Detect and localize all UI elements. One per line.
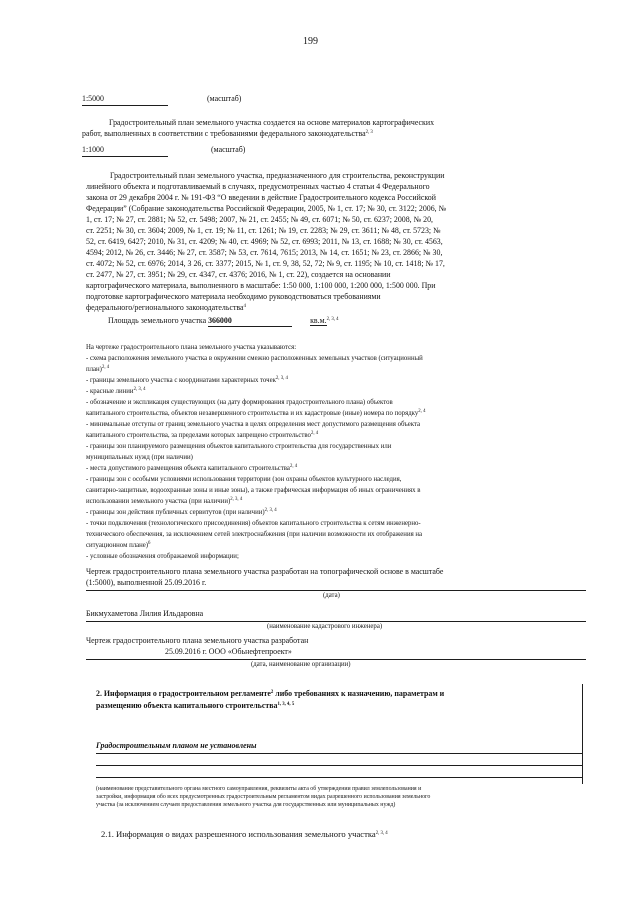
scale-2-label: (масштаб)	[211, 145, 246, 154]
engineer-caption: (наименование кадастрового инженера)	[267, 623, 383, 630]
list-line: - места допустимого размещения объекта капитального строительства$^{2, 4}$	[86, 464, 298, 472]
list-line: капитального строительства, за пределами которых запрещено строительство$^{2, 4}$	[86, 431, 319, 439]
list-line: - границы земельного участка с координатами характерных точек$^{2, 3, 4}$	[86, 376, 288, 384]
para-2-line: Федерации” (Собрание законодательства Российской Федерации, 2005, № 1, ст. 17; № 30, ст. 3122; 2006, №	[86, 204, 447, 213]
list-line: - границы зон действия публичных сервитутов (при наличии)$^{2, 3, 4}$	[86, 508, 277, 516]
developed-line-1: Чертеж градостроительного плана земельного участка разработан	[86, 636, 309, 645]
developed-line-2: 25.09.2016 г. ООО «Обьнефтепроект»	[165, 647, 292, 656]
area-value: 366000	[208, 316, 292, 327]
area-label: Площадь земельного участка	[108, 316, 207, 325]
para-1-line-2: работ, выполненных в соответствии с требованиями федерального законодательства$^{2, 3}$	[82, 129, 373, 138]
section-2-1-heading: 2.1. Информация о видах разрешенного использования земельного участка$^{2, 3, 4}$	[101, 829, 388, 839]
page-number: 199	[303, 36, 318, 47]
regulation-not-set: Градостроительным планом не установлены	[96, 741, 257, 750]
drawing-made-line-2: (1:5000), выполненной 25.09.2016 г.	[86, 578, 207, 587]
list-line: - красные линии$^{2, 3, 4}$	[86, 387, 146, 395]
date-caption: (дата)	[323, 592, 340, 599]
para-2-line: Градостроительный план земельного участка, предназначенного для строительства, реконструкции	[110, 171, 445, 180]
regulation-underline-2	[96, 765, 582, 766]
list-line: - схема расположения земельного участка в окружении смежно расположенных земельных участков (ситуационный	[86, 355, 423, 362]
list-line: использовании земельного участка (при наличии)$^{2, 3, 4}$	[86, 497, 243, 505]
scale-1-value: 1:5000	[82, 94, 104, 103]
list-line: ситуационном плане)$^6$	[86, 541, 151, 549]
para-2-line: ст. 2477, № 27, ст. 3951; № 29, ст. 4347, ст. 4376; 2016, № 1, ст. 22), создается на основании	[86, 270, 391, 279]
list-line: На чертеже градостроительного плана земельного участка указываются:	[86, 344, 297, 351]
scale-1-underline	[82, 105, 168, 106]
section-2-heading-line-2: размещению объекта капитального строительства$^{1, 3, 4, 5}$	[96, 701, 295, 710]
para-2-line: закона от 29 декабря 2004 г. № 191-ФЗ “О введении в действие Градостроительного кодекса Российской	[86, 193, 436, 202]
list-line: капитального строительства, объектов незавершенного строительства и их кадастровые (иные) номера по порядку$^{2, 4}$	[86, 409, 426, 417]
list-line: муниципальных нужд (при наличии)	[86, 454, 193, 461]
drawing-made-line-1: Чертеж градостроительного плана земельного участка разработан на топографической основе в масштабе	[86, 567, 444, 576]
para-2-line: ст. 2251; № 30, ст. 3604; 2009, № 1, ст. 19; № 11, ст. 1261; № 19, ст. 2283; № 29, ст. 3611; № 48, ст. 5723; №	[86, 226, 441, 235]
para-2-line: 4594; 2012, № 26, ст. 3446; № 27, ст. 3587; № 53, ст. 7614, 7615; 2013, № 14, ст. 1651; № 23, ст. 2866; № 30,	[86, 248, 443, 257]
right-margin-rule	[582, 684, 583, 784]
scale-2-value: 1:1000	[82, 145, 104, 154]
list-line: - границы зон планируемого размещения объектов капитального строительства для государственных или	[86, 443, 392, 450]
para-1-line-1: Градостроительный план земельного участка создается на основе материалов картографических	[109, 118, 435, 127]
regulation-note-line: (наименование представительного органа местного самоуправления, реквизиты акта об утверждении правил землепользования и	[96, 786, 422, 792]
regulation-underline-1	[96, 753, 582, 754]
drawing-made-underline	[86, 590, 586, 591]
list-line: - границы зон с особыми условиями использования территории (зон охраны объектов культурного наследия,	[86, 476, 402, 483]
list-line: - минимальные отступы от границ земельного участка в целях определения мест допустимого размещения объекта	[86, 421, 421, 428]
list-line: - точки подключения (технологического присоединения) объектов капитального строительства к сетям инженерно-	[86, 520, 421, 527]
list-line: план)$^{2, 4}$	[86, 365, 110, 373]
para-2-line-last: федерального/регионального законодательства$^4$	[86, 303, 246, 312]
engineer-name: Бикмухаметова Лилия Ильдаровна	[86, 609, 204, 618]
list-line: - обозначение и экспликация существующих (на дату формирования градостроительного плана) объектов	[86, 399, 393, 406]
engineer-underline	[86, 621, 586, 622]
area-sup: 2, 3, 4	[326, 317, 339, 322]
para-2-line: 52, ст. 6419, 6427; 2010, № 31, ст. 4209; № 40, ст. 4969; № 52, ст. 6993; 2011, № 13, ст. 1688; № 30, ст. 4563,	[86, 237, 443, 246]
scale-2-underline	[82, 156, 168, 157]
list-line: технического обеспечения, за исключением сетей электроснабжения (при наличии возможности их отображения на	[86, 531, 423, 538]
scale-1-label: (масштаб)	[207, 94, 242, 103]
regulation-note-line: участка (за исключением случаев предоставления земельного участка для государственных или муниципальных нужд)	[96, 802, 396, 808]
developed-underline	[86, 659, 586, 660]
list-line: - условные обозначения отображаемой информации;	[86, 553, 239, 560]
area-unit: кв.м.	[310, 316, 327, 325]
regulation-underline-3	[96, 777, 582, 778]
list-line: санитарно-защитные, водоохранные зоны и иные зоны), а также графическая информация об иных ограничениях в	[86, 487, 421, 494]
para-2-line: 1, ст. 17; № 27, ст. 2881; № 52, ст. 5498; 2007, № 21, ст. 2455; № 49, ст. 6071; № 50, ст. 6237; 2008, № 20,	[86, 215, 433, 224]
area-line	[108, 316, 339, 327]
para-2-line: ст. 4072; № 52, ст. 6976; 2014, 3 26, ст. 3377; 2015, № 1, ст. 9, 38, 52, 72; № 9, ст. 1195; № 10, ст. 1418; № 17,	[86, 259, 445, 268]
para-2-line: подготовке картографического материала необходимо руководствоваться требованиями	[86, 292, 381, 301]
developed-caption: (дата, наименование организации)	[251, 661, 351, 668]
section-2-heading-line-1: 2. Информация о градостроительном регламенте$^2$ либо требованиях к назначению, параметрам и	[96, 689, 445, 698]
para-2-line: картографического материала, выполненного в масштабе: 1:50 000, 1:100 000, 1:200 000, 1:500 000. При	[86, 281, 436, 290]
para-2-line: линейного объекта и подготавливаемый в случаях, предусмотренных частью 4 статьи 4 Федерального	[86, 182, 430, 191]
regulation-note-line: застройки, информация обо всех предусмотренных градостроительным регламентом видах разрешенного использования земельного	[96, 794, 431, 800]
